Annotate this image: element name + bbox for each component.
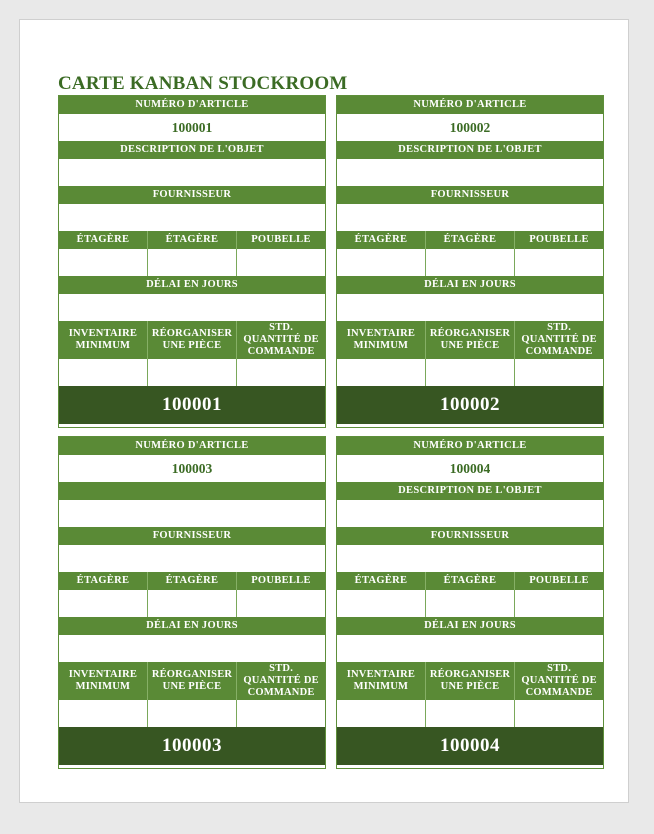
supplier-field[interactable] <box>59 545 325 572</box>
shelf-field[interactable] <box>337 249 425 276</box>
lead-time-field[interactable] <box>59 294 325 321</box>
article-number-value[interactable]: 100003 <box>171 461 213 476</box>
reorder-field[interactable] <box>425 359 514 386</box>
card-footer-number: 100001 <box>59 386 325 424</box>
bin-label: POUBELLE <box>514 231 603 249</box>
shelf-field[interactable] <box>59 249 147 276</box>
reorder-field[interactable] <box>147 359 236 386</box>
bin-field[interactable] <box>514 590 603 617</box>
description-label <box>59 482 325 500</box>
reorder-label: RÉORGANISER UNE PIÈCE <box>425 662 514 700</box>
min-inventory-field[interactable] <box>337 359 425 386</box>
shelf-field[interactable] <box>147 249 236 276</box>
std-qty-field[interactable] <box>514 359 603 386</box>
shelf-label: ÉTAGÈRE <box>337 572 425 590</box>
std-qty-field[interactable] <box>514 700 603 727</box>
shelf-field[interactable] <box>59 590 147 617</box>
quantity-header-row <box>337 321 603 359</box>
supplier-label: FOURNISSEUR <box>59 186 325 204</box>
shelf-label: ÉTAGÈRE <box>425 572 514 590</box>
location-header-row <box>337 572 603 590</box>
std-qty-label: STD. QUANTITÉ DE COMMANDE <box>514 321 603 359</box>
reorder-label: RÉORGANISER UNE PIÈCE <box>425 321 514 359</box>
lead-time-label: DÉLAI EN JOURS <box>59 617 325 635</box>
location-value-row <box>59 249 325 276</box>
quantity-header-row <box>337 662 603 700</box>
location-value-row <box>337 590 603 617</box>
shelf-label: ÉTAGÈRE <box>59 572 147 590</box>
min-inventory-label: INVENTAIRE MINIMUM <box>59 662 147 700</box>
quantity-value-row <box>59 700 325 727</box>
min-inventory-field[interactable] <box>59 359 147 386</box>
min-inventory-field[interactable] <box>337 700 425 727</box>
std-qty-label: STD. QUANTITÉ DE COMMANDE <box>236 321 325 359</box>
article-number-label: NUMÉRO D'ARTICLE <box>59 437 325 455</box>
quantity-value-row <box>337 359 603 386</box>
description-field[interactable] <box>337 500 603 527</box>
bin-field[interactable] <box>514 249 603 276</box>
location-value-row <box>59 590 325 617</box>
reorder-label: RÉORGANISER UNE PIÈCE <box>147 321 236 359</box>
quantity-header-row <box>59 662 325 700</box>
article-number-value[interactable]: 100002 <box>449 120 491 135</box>
page-sheet <box>19 19 629 803</box>
lead-time-field[interactable] <box>337 635 603 662</box>
min-inventory-field[interactable] <box>59 700 147 727</box>
reorder-field[interactable] <box>147 700 236 727</box>
std-qty-label: STD. QUANTITÉ DE COMMANDE <box>514 662 603 700</box>
description-field[interactable] <box>59 159 325 186</box>
reorder-field[interactable] <box>425 700 514 727</box>
article-number-value[interactable]: 100004 <box>449 461 491 476</box>
reorder-label: RÉORGANISER UNE PIÈCE <box>147 662 236 700</box>
supplier-field[interactable] <box>59 204 325 231</box>
kanban-card-2 <box>336 95 604 428</box>
article-number-label: NUMÉRO D'ARTICLE <box>59 96 325 114</box>
shelf-field[interactable] <box>425 249 514 276</box>
article-number-label: NUMÉRO D'ARTICLE <box>337 437 603 455</box>
description-label: DESCRIPTION DE L'OBJET <box>59 141 325 159</box>
quantity-value-row <box>337 700 603 727</box>
card-footer-number: 100003 <box>59 727 325 765</box>
std-qty-label: STD. QUANTITÉ DE COMMANDE <box>236 662 325 700</box>
bin-label: POUBELLE <box>514 572 603 590</box>
std-qty-field[interactable] <box>236 700 325 727</box>
shelf-field[interactable] <box>147 590 236 617</box>
supplier-label: FOURNISSEUR <box>337 527 603 545</box>
card-footer-number: 100004 <box>337 727 603 765</box>
kanban-card-1 <box>58 95 326 428</box>
bin-field[interactable] <box>236 590 325 617</box>
min-inventory-label: INVENTAIRE MINIMUM <box>337 321 425 359</box>
shelf-label: ÉTAGÈRE <box>147 231 236 249</box>
bin-label: POUBELLE <box>236 231 325 249</box>
std-qty-field[interactable] <box>236 359 325 386</box>
location-header-row <box>59 231 325 249</box>
lead-time-label: DÉLAI EN JOURS <box>337 617 603 635</box>
shelf-label: ÉTAGÈRE <box>337 231 425 249</box>
shelf-label: ÉTAGÈRE <box>425 231 514 249</box>
location-value-row <box>337 249 603 276</box>
location-header-row <box>59 572 325 590</box>
lead-time-field[interactable] <box>59 635 325 662</box>
shelf-label: ÉTAGÈRE <box>147 572 236 590</box>
article-number-value[interactable]: 100001 <box>171 120 213 135</box>
lead-time-label: DÉLAI EN JOURS <box>59 276 325 294</box>
card-footer-number: 100002 <box>337 386 603 424</box>
article-number-label: NUMÉRO D'ARTICLE <box>337 96 603 114</box>
lead-time-label: DÉLAI EN JOURS <box>337 276 603 294</box>
kanban-card-4 <box>336 436 604 769</box>
page-title: CARTE KANBAN STOCKROOM <box>58 73 348 94</box>
shelf-field[interactable] <box>425 590 514 617</box>
supplier-label: FOURNISSEUR <box>59 527 325 545</box>
shelf-label: ÉTAGÈRE <box>59 231 147 249</box>
min-inventory-label: INVENTAIRE MINIMUM <box>337 662 425 700</box>
supplier-label: FOURNISSEUR <box>337 186 603 204</box>
location-header-row <box>337 231 603 249</box>
description-field[interactable] <box>59 500 325 527</box>
description-label: DESCRIPTION DE L'OBJET <box>337 482 603 500</box>
supplier-field[interactable] <box>337 204 603 231</box>
supplier-field[interactable] <box>337 545 603 572</box>
min-inventory-label: INVENTAIRE MINIMUM <box>59 321 147 359</box>
quantity-header-row <box>59 321 325 359</box>
bin-field[interactable] <box>236 249 325 276</box>
bin-label: POUBELLE <box>236 572 325 590</box>
lead-time-field[interactable] <box>337 294 603 321</box>
description-label: DESCRIPTION DE L'OBJET <box>337 141 603 159</box>
kanban-card-3 <box>58 436 326 769</box>
quantity-value-row <box>59 359 325 386</box>
shelf-field[interactable] <box>337 590 425 617</box>
description-field[interactable] <box>337 159 603 186</box>
